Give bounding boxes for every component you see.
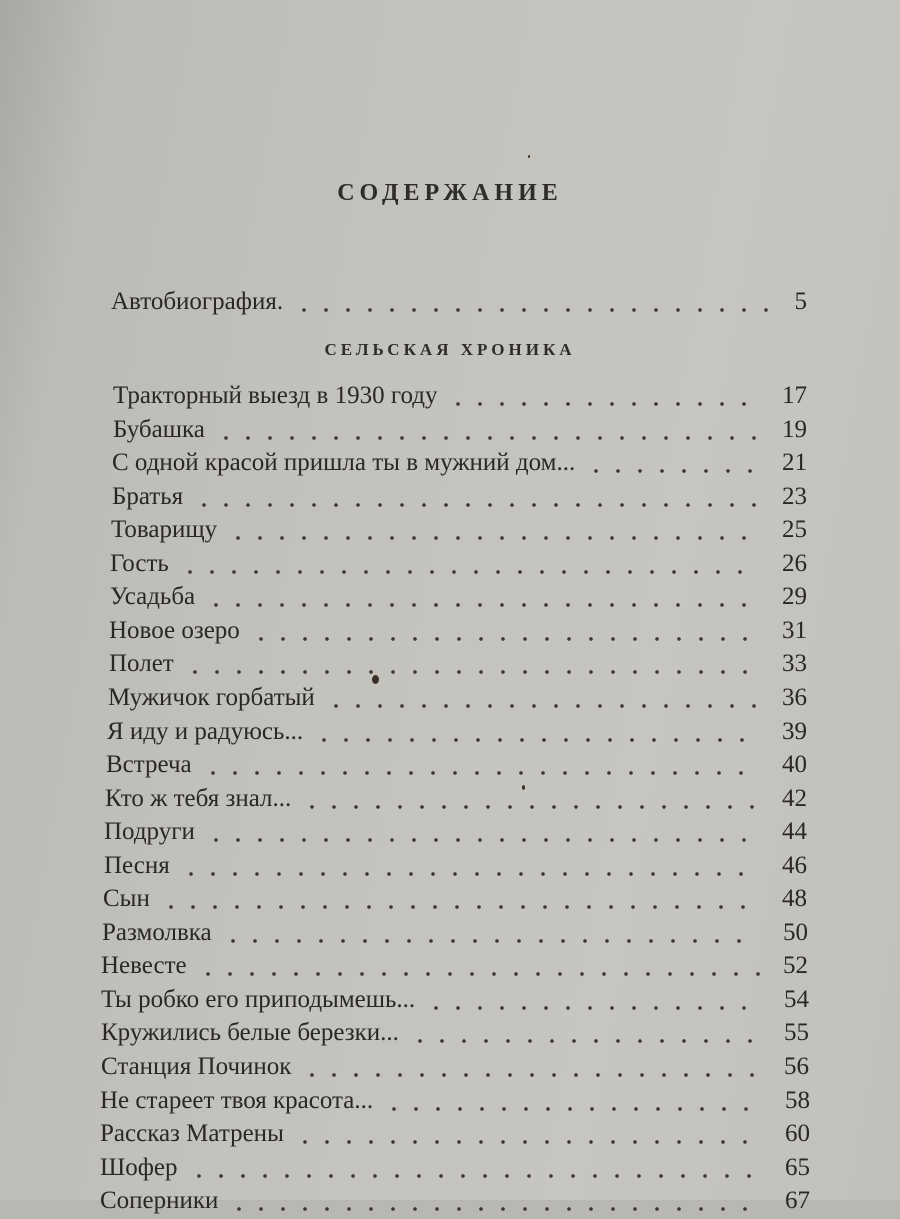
toc-entry-title: Соперники [100, 1187, 219, 1215]
toc-entry-title: С одной красой пришла ты в мужний дом... [112, 449, 576, 477]
toc-entry-page: 33 [782, 650, 807, 678]
toc-entry-row [110, 579, 807, 615]
page-title: СОДЕРЖАНИЕ [337, 180, 563, 206]
toc-entry-row [100, 1083, 810, 1119]
toc-entry-row [101, 1049, 809, 1085]
toc-entry-title: Автобиография. [111, 288, 284, 315]
dot-leader [301, 781, 763, 817]
toc-entry-title: Подруги [104, 818, 195, 846]
toc-entry-row [104, 814, 807, 850]
toc-entry-title: Кто ж тебя знал... [105, 784, 292, 812]
toc-entry-page: 19 [782, 415, 807, 443]
dot-leader [222, 915, 750, 951]
toc-entry-row [104, 848, 807, 884]
toc-entry-row [100, 1150, 810, 1186]
toc-entry-page: 31 [782, 616, 807, 644]
toc-entry-row [107, 714, 807, 750]
toc-entry-page: 50 [783, 918, 808, 946]
toc-entry-row [113, 378, 807, 414]
toc-intro-row [111, 284, 807, 320]
dot-leader [205, 579, 755, 615]
toc-entry-page: 65 [785, 1153, 810, 1181]
dot-leader [301, 1049, 763, 1085]
toc-entry-title: Размолвка [102, 918, 212, 946]
toc-entry-title: Товарищу [111, 516, 218, 544]
toc-entry-title: Я иду и радуюсь... [107, 717, 304, 745]
toc-entry-title: Кружились белые березки... [101, 1019, 399, 1047]
toc-entry-page: 52 [783, 952, 808, 980]
dot-leader [188, 1150, 760, 1186]
toc-entry-title: Станция Починок [101, 1053, 292, 1080]
dot-leader [205, 814, 755, 850]
toc-entry-row [103, 881, 807, 917]
toc-entry-title: Мужичок горбатый [108, 683, 315, 711]
toc-entry-title: Невесте [101, 952, 187, 980]
toc-entry-row [100, 1183, 810, 1219]
dot-leader [250, 613, 756, 649]
toc-entry-title: Тракторный выезд в 1930 году [113, 382, 438, 409]
toc-entry-page: 39 [782, 717, 807, 745]
dot-leader [215, 412, 765, 448]
toc-entry-page: 44 [782, 818, 807, 846]
dot-leader [313, 714, 753, 750]
toc-entry-page: 5 [794, 288, 807, 315]
toc-entry-row [100, 1116, 810, 1152]
toc-entry-page: 55 [784, 1019, 809, 1047]
toc-entry-title: Ты робко его приподымешь... [101, 985, 416, 1013]
toc-entry-page: 48 [782, 885, 807, 913]
dot-leader [227, 512, 755, 548]
toc-entry-row [109, 646, 807, 682]
toc-entry-page: 29 [782, 583, 807, 611]
dot-leader [202, 747, 752, 783]
toc-entry-row [112, 479, 807, 515]
toc-entry-title: Гость [110, 549, 169, 577]
toc-entry-row [113, 412, 807, 448]
toc-entry-page: 58 [785, 1086, 810, 1114]
dot-leader [293, 284, 777, 320]
toc-entry-page: 46 [782, 851, 807, 879]
section-heading: СЕЛЬСКАЯ ХРОНИКА [324, 340, 576, 359]
toc-entry-title: Усадьба [110, 583, 196, 611]
dot-leader [197, 948, 769, 984]
toc-entry-row [108, 680, 807, 716]
toc-entry-title: Встреча [106, 751, 192, 779]
toc-entry-title: Полет [109, 650, 174, 678]
toc-entry-title: Рассказ Матрены [100, 1120, 284, 1148]
dot-leader [294, 1116, 756, 1152]
toc-entry-row [112, 445, 807, 481]
dot-leader [447, 378, 755, 414]
dot-leader [180, 848, 752, 884]
dot-leader [409, 1015, 761, 1051]
toc-entry-title: Шофер [100, 1153, 178, 1181]
toc-entry-page: 36 [782, 683, 807, 711]
toc-entry-page: 25 [782, 516, 807, 544]
toc-entry-title: Бубашка [113, 415, 205, 443]
toc-entry-page: 67 [785, 1187, 810, 1215]
dot-leader [184, 646, 756, 682]
toc-entry-page: 21 [782, 449, 807, 477]
toc-entry-row [105, 781, 807, 817]
dot-leader [425, 982, 755, 1018]
dot-leader [228, 1183, 756, 1219]
toc-entry-page: 23 [782, 482, 807, 510]
toc-entry-page: 17 [782, 382, 807, 409]
toc-entry-page: 26 [782, 549, 807, 577]
toc-entry-title: Песня [104, 851, 170, 879]
toc-entry-row [106, 747, 807, 783]
toc-entry-page: 54 [784, 985, 809, 1013]
toc-entry-page: 42 [782, 784, 807, 812]
toc-entry-row [101, 982, 809, 1018]
dot-leader [193, 479, 765, 515]
dot-leader [179, 546, 751, 582]
toc-entry-row [111, 512, 807, 548]
toc-entry-title: Не стареет твоя красота... [100, 1086, 374, 1114]
toc-entry-page: 40 [782, 751, 807, 779]
toc-entry-title: Братья [112, 482, 184, 510]
toc-entry-row [102, 915, 808, 951]
dot-leader [383, 1083, 757, 1119]
toc-entry-row [101, 1015, 809, 1051]
toc-entry-row [110, 546, 807, 582]
toc-entry-page: 60 [785, 1120, 810, 1148]
toc-entry-row [101, 948, 808, 984]
dot-leader [160, 881, 754, 917]
toc-entry-page: 56 [784, 1053, 809, 1080]
toc-entry-row [109, 613, 807, 649]
toc-entry-title: Новое озеро [109, 616, 240, 644]
dot-leader [585, 445, 761, 481]
dot-leader [325, 680, 765, 716]
toc-entry-title: Сын [103, 885, 150, 913]
